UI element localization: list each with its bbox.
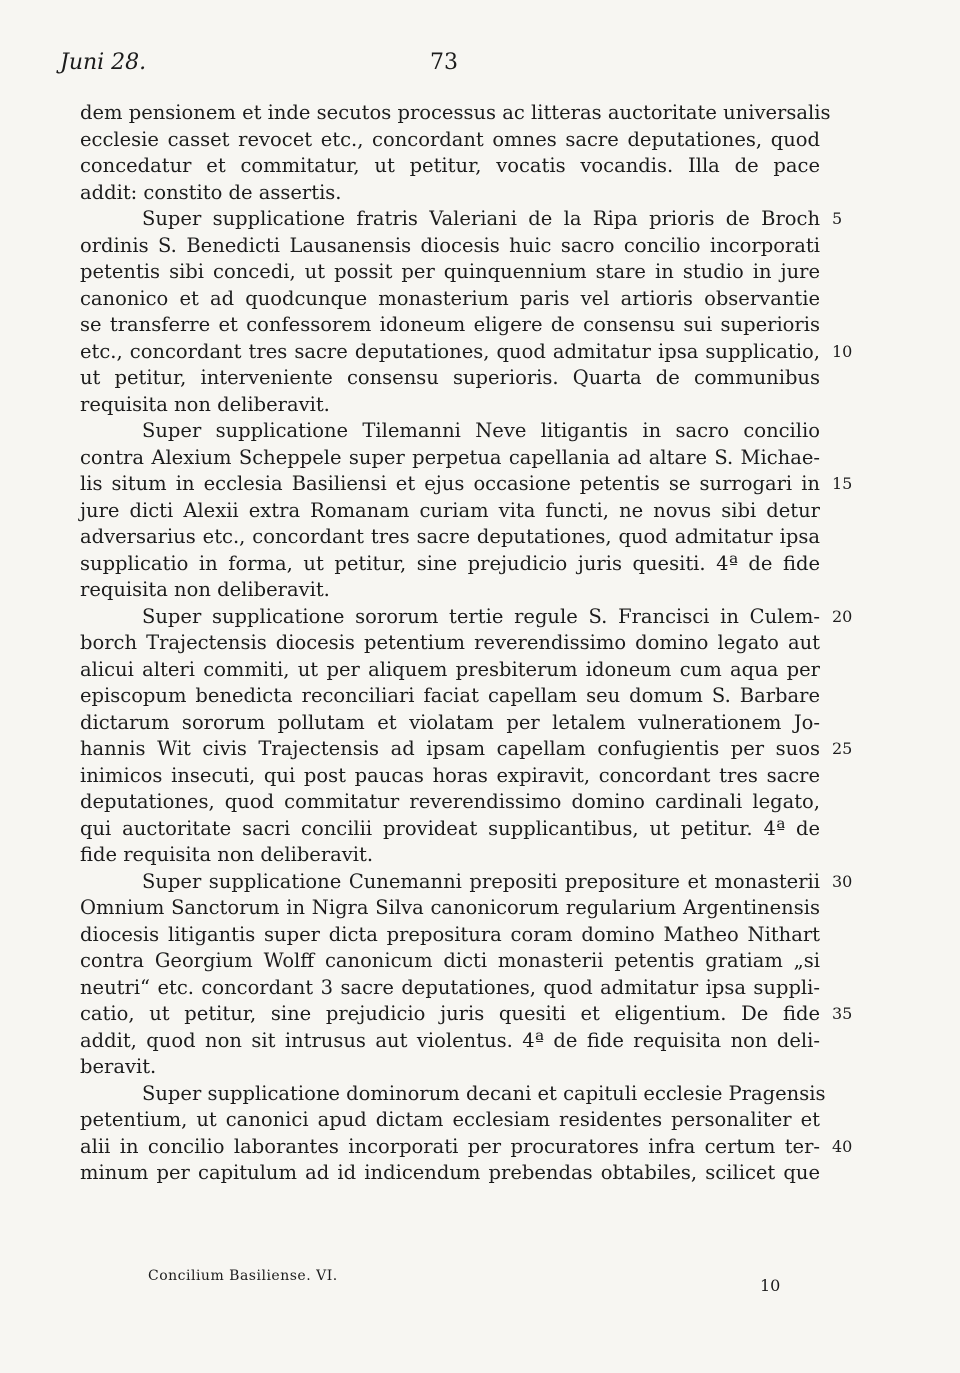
text-line <box>80 153 820 180</box>
text-line <box>80 551 820 578</box>
text-line <box>80 259 820 286</box>
line-number: 25 <box>832 739 853 758</box>
line-text: catio, ut petitur, sine prejudicio juris quesiti et eligentium. De fide <box>80 1002 820 1025</box>
line-text: supplicatio in forma, ut petitur, sine prejudicio juris quesiti. 4ª de fide <box>80 551 820 575</box>
line-text: hannis Wit civis Trajectensis ad ipsam capellam confugientis per suos <box>80 737 820 760</box>
line-text: contra Alexium Scheppele super perpetua capellania ad altare S. Michae- <box>80 445 820 469</box>
text-line <box>80 206 843 233</box>
line-text: dem pensionem et inde secutos processus ac litteras auctoritate universalis <box>80 101 831 124</box>
line-text: beravit. <box>80 1055 157 1078</box>
text-line <box>80 1081 826 1108</box>
text-line <box>80 842 820 869</box>
line-text: minum per capitulum ad id indicendum prebendas obtabiles, scilicet que <box>80 1161 820 1184</box>
line-number: 30 <box>832 871 853 891</box>
line-text: se transferre et confessorem idoneum eligere de consensu sui superioris <box>80 313 820 336</box>
text-line <box>80 1160 820 1187</box>
text-line <box>80 1134 853 1161</box>
signature-mark: Concilium Basiliense. VI. <box>148 1268 338 1284</box>
line-text: fide requisita non deliberavit. <box>80 843 374 866</box>
text-line <box>80 789 820 816</box>
text-line <box>80 948 820 975</box>
line-text: contra Georgium Wolff canonicum dicti monasterii petentis gratiam „si <box>80 949 820 972</box>
line-text: etc., concordant tres sacre deputationes, quod admitatur ipsa supplicatio, <box>80 339 820 363</box>
line-text: lis situm in ecclesia Basiliensi et ejus occasione petentis se surrogari in <box>80 472 820 495</box>
text-line <box>80 1001 853 1028</box>
text-line <box>80 339 853 366</box>
line-text: ut petitur, interveniente consensu superioris. Quarta de communibus <box>80 366 820 389</box>
line-number: 40 <box>832 1136 853 1156</box>
line-text: jure dicti Alexii extra Romanam curiam vita functi, ne novus sibi detur <box>80 498 820 522</box>
text-line <box>80 710 820 737</box>
line-number: 10 <box>832 341 853 361</box>
line-text: petentis sibi concedi, ut possit per quinquennium stare in studio in jure <box>80 260 820 283</box>
line-text: dictarum sororum pollutam et violatam per letalem vulnerationem Jo- <box>80 710 820 734</box>
text-line <box>80 471 853 498</box>
line-number: 15 <box>832 474 853 493</box>
line-text: addit, quod non sit intrusus aut violentus. 4ª de fide requisita non deli- <box>80 1028 820 1052</box>
line-text: alii in concilio laborantes incorporati per procuratores infra certum ter- <box>80 1134 820 1158</box>
line-text: adversarius etc., concordant tres sacre deputationes, quod admitatur ipsa <box>80 525 820 548</box>
text-line <box>80 1107 820 1134</box>
running-head: Juni 28. <box>60 50 147 75</box>
text-line <box>80 233 820 260</box>
text-line <box>80 630 820 657</box>
line-text: requisita non deliberavit. <box>80 578 330 601</box>
line-text: qui auctoritate sacri concilii provideat supplicantibus, ut petitur. 4ª de <box>80 816 820 840</box>
line-number: 5 <box>832 209 843 228</box>
line-text: petentium, ut canonici apud dictam ecclesiam residentes personaliter et <box>80 1108 820 1131</box>
page-footer <box>148 1268 828 1298</box>
line-number: 20 <box>832 606 853 626</box>
line-text: canonico et ad quodcunque monasterium paris vel artioris observantie <box>80 286 820 310</box>
text-line <box>80 869 853 896</box>
text-line <box>80 524 820 551</box>
text-line <box>80 1028 820 1055</box>
body-text <box>80 100 853 1187</box>
text-line <box>80 445 820 472</box>
page-number: 73 <box>430 50 458 75</box>
text-line <box>80 498 820 525</box>
text-line <box>80 736 853 763</box>
line-text: concedatur et commitatur, ut petitur, vocatis vocandis. Illa de pace <box>80 154 820 177</box>
text-line <box>80 127 820 154</box>
text-line <box>80 418 820 445</box>
text-line <box>80 286 820 313</box>
line-text: deputationes, quod commitatur reverendissimo domino cardinali legato, <box>80 790 820 813</box>
line-text: Omnium Sanctorum in Nigra Silva canonicorum regularium Argentinensis <box>80 896 820 919</box>
line-text: ordinis S. Benedicti Lausanensis diocesis huic sacro concilio incorporati <box>80 233 820 257</box>
line-text: ecclesie casset revocet etc., concordant omnes sacre deputationes, quod <box>80 127 820 151</box>
text-line <box>80 392 820 419</box>
text-line <box>80 657 820 684</box>
signature-number: 10 <box>760 1276 781 1295</box>
text-line <box>80 975 820 1002</box>
page-header <box>60 50 900 80</box>
text-line <box>80 577 820 604</box>
text-line <box>80 816 820 843</box>
text-line <box>80 922 820 949</box>
text-line <box>80 1054 820 1081</box>
line-text: Super supplicatione Cunemanni prepositi prepositure et monasterii <box>142 869 820 893</box>
text-line <box>80 895 820 922</box>
line-text: episcopum benedicta reconciliari faciat capellam seu domum S. Barbare <box>80 684 820 707</box>
text-line <box>80 365 820 392</box>
line-text: addit: constito de assertis. <box>80 180 342 204</box>
line-text: diocesis litigantis super dicta prepositura coram domino Matheo Nithart <box>80 922 820 946</box>
text-line <box>80 683 820 710</box>
text-line <box>80 312 820 339</box>
line-text: alicui alteri commiti, ut per aliquem presbiterum idoneum cum aqua per <box>80 657 820 681</box>
line-text: Super supplicatione Tilemanni Neve litigantis in sacro concilio <box>142 419 820 442</box>
line-text: inimicos insecuti, qui post paucas horas expiravit, concordant tres sacre <box>80 763 820 787</box>
line-text: neutri“ etc. concordant 3 sacre deputationes, quod admitatur ipsa suppli- <box>80 975 820 999</box>
text-line <box>80 100 831 127</box>
text-line <box>80 763 820 790</box>
line-text: Super supplicatione sororum tertie regule S. Francisci in Culem- <box>142 604 820 628</box>
line-text: Super supplicatione fratris Valeriani de la Ripa prioris de Broch <box>142 207 820 230</box>
line-text: Super supplicatione dominorum decani et capituli ecclesie Pragensis <box>142 1081 826 1105</box>
text-line <box>80 604 853 631</box>
line-text: requisita non deliberavit. <box>80 392 330 416</box>
line-number: 35 <box>832 1004 853 1023</box>
text-line <box>80 180 820 207</box>
line-text: borch Trajectensis diocesis petentium reverendissimo domino legato aut <box>80 631 820 654</box>
